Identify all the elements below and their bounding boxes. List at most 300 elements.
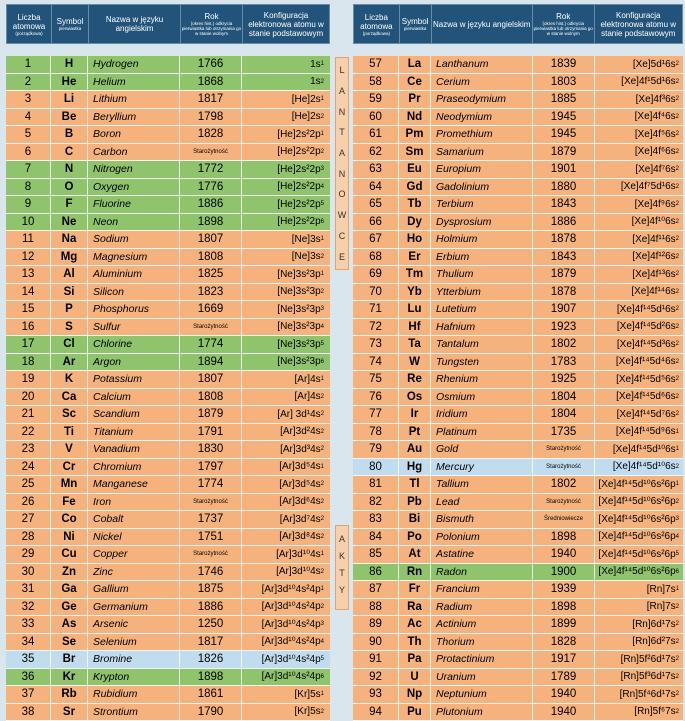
configuration-base: [Rn]6d¹7s — [632, 619, 675, 630]
atomic-number: 24 — [6, 459, 51, 476]
atomic-number: 65 — [353, 196, 399, 213]
electron-configuration: [Xe]4f⁷5d¹6s 2 — [595, 179, 683, 196]
element-name: Actinium — [431, 616, 533, 633]
configuration-base: [Xe]4f³6s — [636, 94, 676, 105]
electron-configuration: [Xe]4f¹⁴5d⁶6s 2 — [595, 389, 683, 406]
element-row — [6, 144, 330, 162]
element-row — [353, 581, 683, 599]
electron-configuration: [Ne]3s²3p 1 — [242, 266, 328, 283]
atomic-number: 2 — [6, 74, 51, 91]
element-symbol: H — [51, 56, 88, 73]
element-row — [353, 686, 683, 704]
configuration-base: [Xe]5d¹6s — [633, 59, 676, 70]
table-header — [353, 4, 683, 44]
configuration-base: [Xe]4f¹⁴5d⁷6s — [617, 409, 676, 420]
atomic-number: 72 — [353, 319, 399, 336]
discovery-year: 1828 — [180, 126, 242, 143]
electron-configuration: [Xe]4f⁶6s 2 — [595, 144, 683, 161]
element-symbol: Ar — [51, 354, 88, 371]
element-symbol: Pt — [399, 424, 431, 441]
atomic-number: 88 — [353, 599, 399, 616]
atomic-number: 68 — [353, 249, 399, 266]
atomic-number: 23 — [6, 441, 51, 458]
configuration-base: [Xe]4f¹⁴5d¹⁰6s²6p — [598, 566, 675, 577]
element-name: Arsenic — [88, 616, 180, 633]
discovery-year: 1669 — [180, 301, 242, 318]
configuration-base: [Xe]4f¹⁴5d⁴6s — [616, 356, 676, 367]
atomic-number: 69 — [353, 266, 399, 283]
electron-configuration: [Ar]3d¹⁰4s 2 — [242, 564, 328, 581]
discovery-year: 1807 — [180, 371, 242, 388]
configuration-base: [Rn]7s — [647, 584, 676, 595]
electron-configuration: [Ar]3d³4s 2 — [242, 441, 328, 458]
configuration-base: [Ar]3d⁷4s — [280, 514, 321, 525]
discovery-year: 1898 — [180, 214, 242, 231]
element-row — [353, 284, 683, 302]
side-label-letter: T — [339, 127, 345, 137]
element-row — [353, 74, 683, 92]
element-symbol: Sr — [51, 704, 88, 721]
discovery-year: 1886 — [180, 196, 242, 213]
configuration-base: [Ar]3d⁸4s — [279, 531, 320, 542]
element-symbol: W — [399, 354, 431, 371]
configuration-base: [Xe]4f¹⁴5d⁹6s — [616, 426, 676, 437]
element-name: Gallium — [88, 581, 180, 598]
header-symbol: Symbol pierwiastka — [52, 5, 89, 43]
element-row — [6, 616, 330, 634]
discovery-year: 1945 — [533, 126, 595, 143]
atomic-number: 27 — [6, 511, 51, 528]
atomic-number: 29 — [6, 546, 51, 563]
electron-configuration: [Kr]5s 1 — [242, 686, 328, 703]
element-symbol: Ni — [51, 529, 88, 546]
electron-configuration: [Xe]4f⁴6s 2 — [595, 109, 683, 126]
element-name: Germanium — [88, 599, 180, 616]
element-row — [353, 266, 683, 284]
element-symbol: B — [51, 126, 88, 143]
element-symbol: Sc — [51, 406, 88, 423]
element-name: Lanthanum — [431, 56, 533, 73]
configuration-base: [Ar]3d¹⁰4s — [276, 549, 321, 560]
element-row — [6, 266, 330, 284]
left-table — [6, 4, 330, 721]
configuration-base: [Ne]3s²3p — [277, 356, 320, 367]
configuration-base: [Xe]4f⁶6s — [635, 146, 676, 157]
element-symbol: Fr — [399, 581, 431, 598]
element-name: Zinc — [88, 564, 180, 581]
atomic-number: 22 — [6, 424, 51, 441]
element-name: Rubidium — [88, 686, 180, 703]
electron-configuration: [Ar]3d⁷4s 2 — [242, 511, 328, 528]
electron-configuration: [Xe]4f¹⁴5d¹⁰6s²6p 3 — [595, 511, 683, 528]
atomic-number: 83 — [353, 511, 399, 528]
discovery-year: Starożytność — [180, 494, 242, 511]
discovery-year: 1766 — [180, 56, 242, 73]
configuration-base: [Ar]3d¹⁰4s²4p — [262, 636, 321, 647]
element-name: Terbium — [431, 196, 533, 213]
electron-configuration: [Rn]6d²7s 2 — [595, 634, 683, 651]
atomic-number: 66 — [353, 214, 399, 231]
atomic-number: 18 — [6, 354, 51, 371]
discovery-year: 1879 — [180, 406, 242, 423]
element-row — [353, 161, 683, 179]
atomic-number: 75 — [353, 371, 399, 388]
element-name: Titanium — [88, 424, 180, 441]
configuration-base: [He]2s²2p — [277, 146, 320, 157]
element-row — [6, 494, 330, 512]
atomic-number: 89 — [353, 616, 399, 633]
element-name: Manganese — [88, 476, 180, 493]
configuration-base: [Xe]4f¹⁴5d²6s — [617, 321, 676, 332]
configuration-base: [Rn]5f²6d¹7s — [621, 654, 676, 665]
element-symbol: Al — [51, 266, 88, 283]
discovery-year: Starożytność — [180, 546, 242, 563]
discovery-year: 1917 — [533, 651, 595, 668]
atomic-number: 91 — [353, 651, 399, 668]
element-symbol: Pa — [399, 651, 431, 668]
element-row — [353, 109, 683, 127]
element-symbol: Mg — [51, 249, 88, 266]
element-symbol: Se — [51, 634, 88, 651]
element-symbol: He — [51, 74, 88, 91]
discovery-year: 1826 — [180, 651, 242, 668]
configuration-base: [Xe]4f¹⁴5d¹⁰6s²6p — [598, 479, 675, 490]
right-table — [353, 4, 683, 721]
element-name: Plutonium — [431, 704, 533, 721]
discovery-year: 1939 — [533, 581, 595, 598]
element-row — [6, 354, 330, 372]
discovery-year: 1899 — [533, 616, 595, 633]
atomic-number: 87 — [353, 581, 399, 598]
element-row — [6, 564, 330, 582]
element-name: Iridium — [431, 406, 533, 423]
configuration-base: [Xe]4f¹⁴5d¹⁰6s²6p — [598, 549, 675, 560]
configuration-base: 1s — [310, 59, 321, 70]
atomic-number: 31 — [6, 581, 51, 598]
electron-configuration: [Xe]4f⁷6s 2 — [595, 161, 683, 178]
configuration-base: [Ar]3d¹⁰4s²4p — [262, 601, 321, 612]
element-row — [6, 389, 330, 407]
electron-configuration: [Xe]4f¹5d¹6s 2 — [595, 74, 683, 91]
atomic-number: 9 — [6, 196, 51, 213]
configuration-base: [He]2s — [292, 94, 321, 105]
electron-configuration: [Ar]3d⁸4s 2 — [242, 529, 328, 546]
element-symbol: C — [51, 144, 88, 161]
discovery-year: 1843 — [533, 196, 595, 213]
atomic-number: 90 — [353, 634, 399, 651]
atomic-number: 73 — [353, 336, 399, 353]
element-row — [6, 56, 330, 74]
element-name: Cerium — [431, 74, 533, 91]
atomic-number: 11 — [6, 231, 51, 248]
element-row — [353, 336, 683, 354]
element-name: Helium — [88, 74, 180, 91]
element-row — [6, 424, 330, 442]
element-name: Radium — [431, 599, 533, 616]
element-symbol: Co — [51, 511, 88, 528]
element-row — [6, 319, 330, 337]
electron-configuration: [Rn]5f³6d¹7s 2 — [595, 669, 683, 686]
discovery-year: 1817 — [180, 634, 242, 651]
atomic-number: 21 — [6, 406, 51, 423]
element-row — [6, 511, 330, 529]
discovery-year: 1804 — [533, 389, 595, 406]
element-name: Thorium — [431, 634, 533, 651]
configuration-base: [He]2s²2p — [277, 216, 320, 227]
configuration-base: [Ne]3s — [292, 251, 321, 262]
side-label-letter: A — [339, 534, 345, 544]
electron-configuration: [Xe]4f⁹6s 2 — [595, 196, 683, 213]
electron-configuration: [Xe]4f¹⁴5d¹⁰6s 2 — [595, 459, 683, 476]
atomic-number: 70 — [353, 284, 399, 301]
configuration-base: [Xe]4f¹⁴5d¹6s — [617, 304, 676, 315]
element-row — [6, 529, 330, 547]
element-row — [353, 406, 683, 424]
element-symbol: Ho — [399, 231, 431, 248]
configuration-base: 1s — [310, 76, 321, 87]
element-symbol: Ti — [51, 424, 88, 441]
element-symbol: Zn — [51, 564, 88, 581]
atomic-number: 78 — [353, 424, 399, 441]
element-symbol: Pm — [399, 126, 431, 143]
side-label-letter: Y — [339, 585, 345, 595]
discovery-year: 1875 — [180, 581, 242, 598]
electron-configuration: [Ar]4s 2 — [242, 389, 328, 406]
discovery-year: 1751 — [180, 529, 242, 546]
element-name: Thulium — [431, 266, 533, 283]
discovery-year: 1945 — [533, 109, 595, 126]
electron-configuration: [Ar]3d¹⁰4s²4p 5 — [242, 651, 328, 668]
element-symbol: Yb — [399, 284, 431, 301]
electron-configuration: [Ne]3s²3p 3 — [242, 301, 328, 318]
element-symbol: U — [399, 669, 431, 686]
discovery-year: Starożytność — [180, 144, 242, 161]
element-symbol: Np — [399, 686, 431, 703]
atomic-number: 57 — [353, 56, 399, 73]
discovery-year: 1804 — [533, 406, 595, 423]
element-symbol: Lu — [399, 301, 431, 318]
atomic-number: 8 — [6, 179, 51, 196]
atomic-number: 25 — [6, 476, 51, 493]
configuration-base: [He]2s²2p — [277, 181, 320, 192]
element-name: Gadolinium — [431, 179, 533, 196]
discovery-year: 1807 — [180, 231, 242, 248]
electron-configuration: [Rn]5f²6d¹7s 2 — [595, 651, 683, 668]
element-row — [6, 336, 330, 354]
configuration-base: [Ar]3d¹⁰4s²4p — [262, 619, 321, 630]
side-label-letter: T — [339, 568, 345, 578]
element-symbol: Cr — [51, 459, 88, 476]
discovery-year: 1789 — [533, 669, 595, 686]
element-row — [353, 196, 683, 214]
electron-configuration: [Xe]4f¹⁴5d⁴6s 2 — [595, 354, 683, 371]
side-label-letter: L — [339, 65, 344, 75]
electron-configuration: [Xe]4f¹⁴5d¹⁰6s²6p 1 — [595, 476, 683, 493]
lanthanides-label — [335, 57, 349, 270]
element-name: Cobalt — [88, 511, 180, 528]
right-table-body — [353, 56, 683, 721]
element-name: Uranium — [431, 669, 533, 686]
side-label-letter: A — [339, 148, 345, 158]
electron-configuration: [He]2s²2p 5 — [242, 196, 328, 213]
configuration-base: [Ar]3d³4s — [280, 444, 321, 455]
element-row — [353, 704, 683, 721]
configuration-base: [Ar]3d²4s — [280, 426, 321, 437]
element-symbol: Mn — [51, 476, 88, 493]
discovery-year: 1797 — [180, 459, 242, 476]
element-name: Copper — [88, 546, 180, 563]
discovery-year: 1839 — [533, 56, 595, 73]
atomic-number: 19 — [6, 371, 51, 388]
electron-configuration: [Xe]4f¹⁴5d⁷6s 2 — [595, 406, 683, 423]
electron-configuration: [Ar]3d¹⁰4s 1 — [242, 546, 328, 563]
configuration-base: [Kr]5s — [295, 689, 321, 700]
element-row — [6, 109, 330, 127]
element-row — [353, 249, 683, 267]
element-name: Calcium — [88, 389, 180, 406]
discovery-year: 1843 — [533, 249, 595, 266]
element-row — [6, 249, 330, 267]
discovery-year: 1878 — [533, 284, 595, 301]
side-label-letter: O — [338, 189, 345, 199]
element-symbol: Ne — [51, 214, 88, 231]
discovery-year: 1940 — [533, 704, 595, 721]
electron-configuration: [Kr]5s 2 — [242, 704, 328, 721]
element-row — [6, 214, 330, 232]
element-name: Promethium — [431, 126, 533, 143]
element-row — [6, 651, 330, 669]
atomic-number: 79 — [353, 441, 399, 458]
element-symbol: O — [51, 179, 88, 196]
electron-configuration: 1s 1 — [242, 56, 328, 73]
element-row — [6, 669, 330, 687]
element-name: Radon — [431, 564, 533, 581]
element-name: Nickel — [88, 529, 180, 546]
element-symbol: Th — [399, 634, 431, 651]
configuration-base: [Ne]3s²3p — [277, 269, 320, 280]
electron-configuration: [Xe]4f¹⁴5d¹⁰6s²6p 5 — [595, 546, 683, 563]
element-row — [353, 231, 683, 249]
electron-configuration: [Ne]3s²3p 4 — [242, 319, 328, 336]
element-row — [353, 301, 683, 319]
element-symbol: S — [51, 319, 88, 336]
element-row — [6, 74, 330, 92]
atomic-number: 15 — [6, 301, 51, 318]
discovery-year: 1861 — [180, 686, 242, 703]
configuration-base: [Xe]4f¹⁴6s — [631, 286, 675, 297]
atomic-number: 60 — [353, 109, 399, 126]
element-row — [353, 669, 683, 687]
discovery-year: 1925 — [533, 371, 595, 388]
discovery-year: 1737 — [180, 511, 242, 528]
element-row — [353, 476, 683, 494]
table-header — [6, 4, 330, 44]
header-config: Konfiguracja elektronowa atomu w stanie podstawowym — [243, 5, 329, 43]
element-name: Europium — [431, 161, 533, 178]
electron-configuration: [He]2s²2p 2 — [242, 144, 328, 161]
discovery-year: 1735 — [533, 424, 595, 441]
element-symbol: Ta — [399, 336, 431, 353]
electron-configuration: [He]2s²2p 3 — [242, 161, 328, 178]
element-symbol: Be — [51, 109, 88, 126]
element-row — [353, 144, 683, 162]
element-row — [353, 371, 683, 389]
discovery-year: 1923 — [533, 319, 595, 336]
atomic-number: 36 — [6, 669, 51, 686]
element-name: Hydrogen — [88, 56, 180, 73]
electron-configuration: [Xe]4f¹⁴5d¹⁰6s²6p 4 — [595, 529, 683, 546]
atomic-number: 94 — [353, 704, 399, 721]
electron-configuration: [Xe]4f¹⁴5d¹⁰6s²6p 6 — [595, 564, 683, 581]
discovery-year: 1894 — [180, 354, 242, 371]
element-name: Magnesium — [88, 249, 180, 266]
discovery-year: 1808 — [180, 389, 242, 406]
element-row — [6, 284, 330, 302]
element-symbol: Gd — [399, 179, 431, 196]
configuration-base: [Ne]3s²3p — [277, 321, 320, 332]
atomic-number: 58 — [353, 74, 399, 91]
configuration-base: [Ne]3s²3p — [277, 339, 320, 350]
discovery-year: 1772 — [180, 161, 242, 178]
element-name: Beryllium — [88, 109, 180, 126]
element-symbol: Eu — [399, 161, 431, 178]
element-row — [353, 56, 683, 74]
element-symbol: Ra — [399, 599, 431, 616]
atomic-number: 4 — [6, 109, 51, 126]
side-label-letter: N — [339, 107, 346, 117]
discovery-year: 1901 — [533, 161, 595, 178]
atomic-number: 20 — [6, 389, 51, 406]
element-row — [6, 634, 330, 652]
element-symbol: N — [51, 161, 88, 178]
element-row — [6, 686, 330, 704]
discovery-year: 1774 — [180, 336, 242, 353]
discovery-year: 1798 — [180, 109, 242, 126]
element-name: Sodium — [88, 231, 180, 248]
element-name: Fluorine — [88, 196, 180, 213]
electron-configuration: [Xe]4f⁵6s 2 — [595, 126, 683, 143]
element-name: Polonium — [431, 529, 533, 546]
configuration-base: [Xe]4f¹³6s — [632, 269, 675, 280]
discovery-year: 1791 — [180, 424, 242, 441]
discovery-year: 1817 — [180, 91, 242, 108]
element-name: Phosphorus — [88, 301, 180, 318]
discovery-year: 1808 — [180, 249, 242, 266]
electron-configuration: [He]2s²2p 1 — [242, 126, 328, 143]
electron-configuration: [Xe]4f¹⁴6s 2 — [595, 284, 683, 301]
configuration-base: [Ar] 3d¹4s — [277, 409, 320, 420]
configuration-base: [Kr]5s — [295, 706, 321, 717]
element-name: Iron — [88, 494, 180, 511]
atomic-number: 61 — [353, 126, 399, 143]
side-label-letter: K — [339, 551, 345, 561]
element-symbol: F — [51, 196, 88, 213]
electron-configuration: [Xe]4f¹⁴5d¹⁰6s 1 — [595, 441, 683, 458]
configuration-base: [Ar]3d¹⁰4s²4p — [262, 654, 321, 665]
element-name: Tallium — [431, 476, 533, 493]
element-symbol: Tm — [399, 266, 431, 283]
atomic-number: 7 — [6, 161, 51, 178]
electron-configuration: [Ar] 3d¹4s 2 — [242, 406, 328, 423]
element-symbol: Ga — [51, 581, 88, 598]
discovery-year: 1868 — [180, 74, 242, 91]
discovery-year: 1886 — [180, 599, 242, 616]
element-name: Erbium — [431, 249, 533, 266]
element-name: Hafnium — [431, 319, 533, 336]
element-name: Dysprosium — [431, 214, 533, 231]
configuration-base: [Ar]3d¹⁰4s²4p — [262, 584, 321, 595]
electron-configuration: [Ar]3d¹⁰4s²4p 6 — [242, 669, 328, 686]
